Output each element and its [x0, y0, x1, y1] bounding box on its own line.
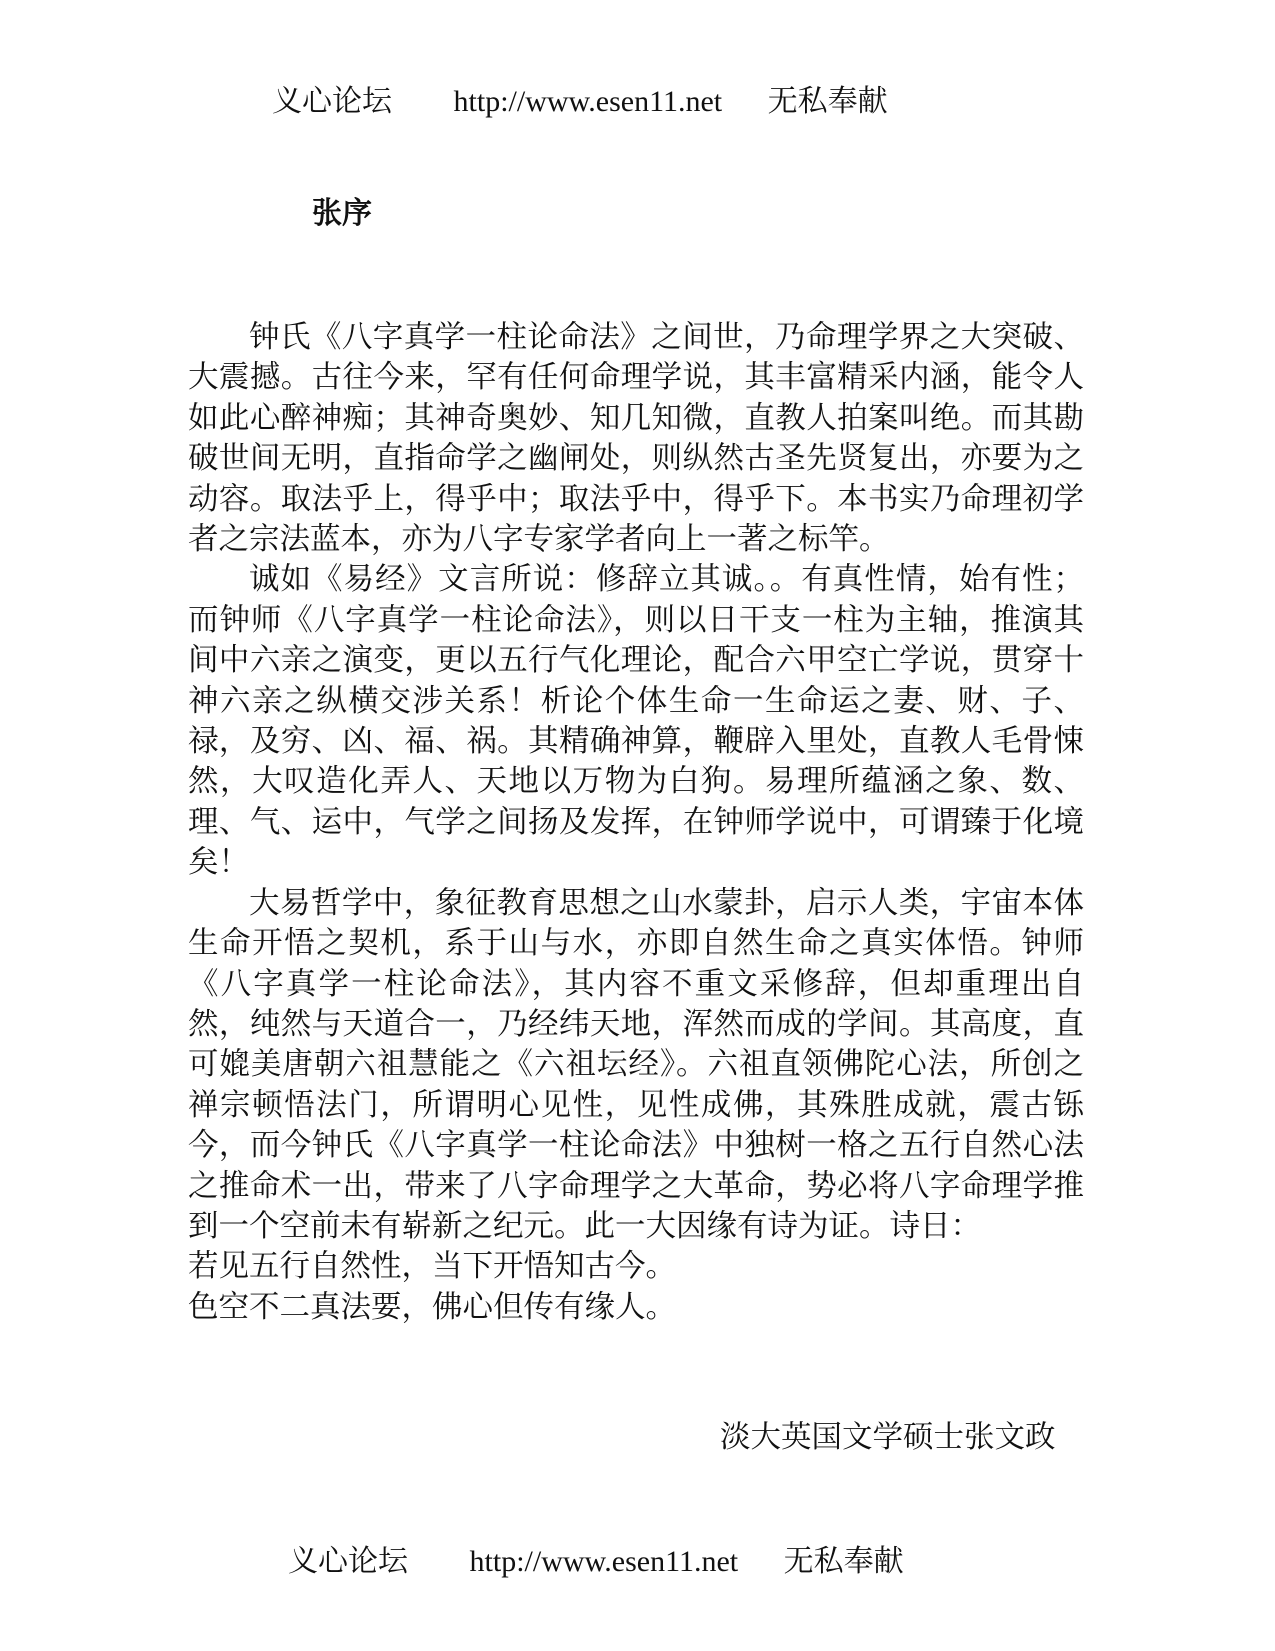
page-title: 张序	[312, 196, 372, 231]
footer-site-name: 义心论坛	[288, 1544, 408, 1579]
paragraph-1: 钟氏《八字真学一柱论命法》之间世，乃命理学界之大突破、大震撼。古往今来，罕有任何命理学说，其丰富精采内涵，能令人如此心醉神痴；其神奇奥妙、知几知微，直教人拍案叫绝。而其勘破世间无明，直指命学之幽闸处，则纵然古圣先贤复出，亦要为之动容。取法乎上，得乎中；取法乎中，得乎下。本书实乃命理初学者之宗法蓝本，亦为八字专家学者向上一著之标竿。	[188, 320, 1084, 558]
header-url: http://www.esen11.net	[453, 85, 723, 118]
author-signature: 淡大英国文学硕士张文政	[720, 1420, 1056, 1455]
poem-line-2: 色空不二真法要，佛心但传有缘人。	[188, 1289, 676, 1325]
page-header	[272, 76, 888, 120]
footer-url: http://www.esen11.net	[469, 1545, 739, 1578]
footer-slogan: 无私奉献	[783, 1544, 904, 1579]
header-site-name: 义心论坛	[272, 84, 392, 119]
header-slogan: 无私奉献	[767, 84, 888, 119]
paragraph-3: 大易哲学中，象征教育思想之山水蒙卦，启示人类，宇宙本体生命开悟之契机，系于山与水，亦即自然生命之真实体悟。钟师《八字真学一柱论命法》，其内容不重文采修辞，但却重理出自然，纯然与天道合一，乃经纬天地，浑然而成的学间。其高度，直可媲美唐朝六祖慧能之《六祖坛经》。六祖直领佛陀心法，所创之禅宗顿悟法门，所谓明心见性，见性成佛，其殊胜成就，震古铄今，而今钟氏《八字真学一柱论命法》中独树一格之五行自然心法之推命术一出，带来了八字命理学之大革命，势必将八字命理学推到一个空前未有崭新之纪元。此一大因缘有诗为证。诗日：	[188, 885, 1084, 1244]
preface-body	[188, 318, 1084, 1328]
paragraph-2: 诚如《易经》文言所说：修辞立其诚。。有真性情，始有性；而钟师《八字真学一柱论命法》，则以日干支一柱为主轴，推演其间中六亲之演变，更以五行气化理论，配合六甲空亡学说，贯穿十神六亲之纵横交涉关系！析论个体生命一生命运之妻、财、子、禄，及穷、凶、福、祸。其精确神算，鞭辟入里处，直教人毛骨悚然，大叹造化弄人、天地以万物为白狗。易理所蕴涵之象、数、理、气、运中，气学之间扬及发挥，在钟师学说中，可谓臻于化境矣！	[188, 562, 1084, 881]
page-footer	[288, 1536, 904, 1580]
poem-line-1: 若见五行自然性，当下开悟知古今。	[188, 1249, 676, 1285]
